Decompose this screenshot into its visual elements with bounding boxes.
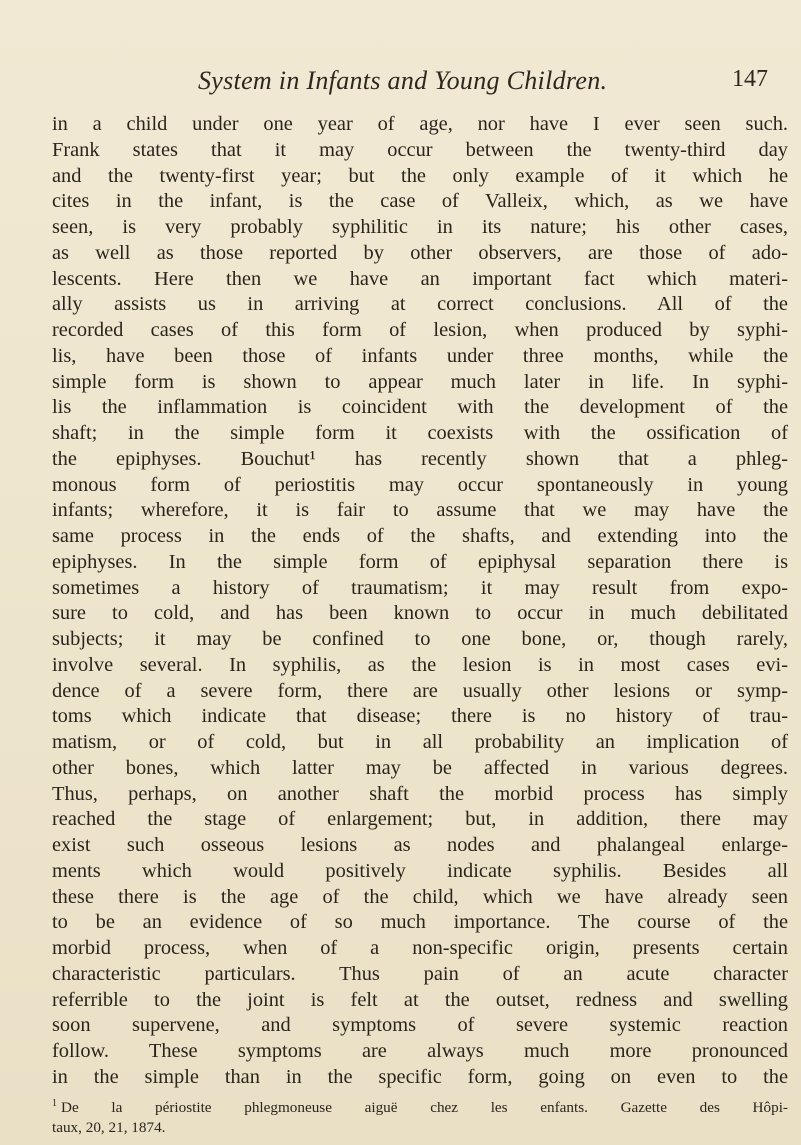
- text-line: [52, 292, 788, 318]
- text-line-content: in the simple than in the specific form, going on even to the: [52, 1065, 788, 1088]
- text-line: [52, 550, 788, 576]
- text-line: [52, 859, 788, 885]
- footnotes: [52, 1098, 788, 1138]
- text-line: [52, 601, 788, 627]
- text-line: [52, 730, 788, 756]
- footnote-marker: 1: [52, 1098, 57, 1109]
- text-line: [52, 189, 788, 215]
- text-line: [52, 498, 788, 524]
- text-line-content: ally assists us in arriving at correct conclusions. All of the: [52, 293, 788, 316]
- text-line: [52, 473, 788, 499]
- text-line: [52, 782, 788, 808]
- text-line: [52, 833, 788, 859]
- text-line: [52, 318, 788, 344]
- text-line-content: cites in the infant, is the case of Valleix, which, as we have: [52, 190, 788, 213]
- text-line-content: subjects; it may be confined to one bone, or, though rarely,: [52, 628, 788, 650]
- text-line: [52, 885, 788, 911]
- text-line-content: lis the inflammation is coincident with the development of the: [52, 396, 788, 419]
- text-line-content: in a child under one year of age, nor have I ever seen such.: [52, 113, 788, 135]
- text-line: [52, 447, 788, 473]
- text-line: [52, 395, 788, 421]
- text-line: [52, 576, 788, 602]
- text-line: [52, 138, 788, 164]
- text-line: [52, 112, 788, 138]
- text-line-content: these there is the age of the child, which we have already seen: [52, 885, 788, 908]
- text-line-content: infants; wherefore, it is fair to assume that we may have the: [52, 499, 788, 522]
- text-line-content: characteristic particulars. Thus pain of an acute character: [52, 962, 788, 985]
- text-line-content: as well as those reported by other observers, are those of ado-: [52, 241, 788, 264]
- text-line-content: ments which would positively indicate syphilis. Besides all: [52, 859, 788, 882]
- text-line-content: simple form is shown to appear much later in life. In syphi-: [52, 370, 788, 393]
- text-line: [52, 1039, 788, 1065]
- text-line: [52, 627, 788, 653]
- text-line-content: dence of a severe form, there are usually other lesions or symp-: [52, 679, 788, 702]
- text-line-content: involve several. In syphilis, as the lesion is in most cases evi-: [52, 653, 788, 676]
- footnote-line-content: [52, 1098, 788, 1118]
- text-line-content: Thus, perhaps, on another shaft the morbid process has simply: [52, 782, 788, 805]
- text-line: [52, 421, 788, 447]
- text-line: [52, 756, 788, 782]
- text-line: [52, 267, 788, 293]
- text-line: [52, 910, 788, 936]
- text-line: [52, 524, 788, 550]
- text-line-content: reached the stage of enlargement; but, in addition, there may: [52, 808, 788, 831]
- text-line-content: soon supervene, and symptoms of severe systemic reaction: [52, 1014, 788, 1037]
- text-line: [52, 1013, 788, 1039]
- footnote-text: taux, 20, 21, 1874.: [52, 1119, 166, 1136]
- text-line: [52, 988, 788, 1014]
- text-line: [52, 370, 788, 396]
- text-line-content: follow. These symptoms are always much more pronounced: [52, 1040, 788, 1062]
- text-line-content: seen, is very probably syphilitic in its nature; his other cases,: [52, 216, 788, 238]
- text-line: [52, 679, 788, 705]
- text-line: [52, 1065, 788, 1091]
- text-line: [52, 164, 788, 190]
- text-line: [52, 807, 788, 833]
- text-line-content: recorded cases of this form of lesion, when produced by syphi-: [52, 319, 788, 341]
- text-line: [52, 653, 788, 679]
- text-line: [52, 344, 788, 370]
- running-head: [198, 66, 768, 100]
- footnote-text: De la périostite phlegmoneuse aiguë chez les enfants. Gazette des Hôpi-: [61, 1099, 788, 1116]
- text-line: [52, 215, 788, 241]
- text-line: [52, 962, 788, 988]
- text-line-content: Frank states that it may occur between the twenty-third day: [52, 138, 788, 161]
- text-line-content: and the twenty-first year; but the only example of it which he: [52, 164, 788, 187]
- text-line: [52, 704, 788, 730]
- text-line-content: toms which indicate that disease; there is no history of trau-: [52, 705, 788, 728]
- text-line-content: other bones, which latter may be affected in various degrees.: [52, 756, 788, 779]
- text-line-content: to be an evidence of so much importance. The course of the: [52, 911, 788, 934]
- text-line-content: the epiphyses. Bouchut¹ has recently shown that a phleg-: [52, 447, 788, 470]
- text-line-content: sometimes a history of traumatism; it may result from expo-: [52, 576, 788, 599]
- text-line-content: referrible to the joint is felt at the outset, redness and swelling: [52, 988, 788, 1011]
- text-line-content: shaft; in the simple form it coexists with the ossification of: [52, 422, 788, 444]
- footnote-line: [52, 1098, 788, 1118]
- text-line-content: monous form of periostitis may occur spontaneously in young: [52, 473, 788, 496]
- text-line-content: sure to cold, and has been known to occur in much debilitated: [52, 602, 788, 625]
- text-line: [52, 936, 788, 962]
- text-line: [52, 241, 788, 267]
- text-line-content: same process in the ends of the shafts, and extending into the: [52, 525, 788, 547]
- text-line-content: epiphyses. In the simple form of epiphysal separation there is: [52, 550, 788, 573]
- text-line-content: morbid process, when of a non-specific origin, presents certain: [52, 937, 788, 959]
- text-line-content: lescents. Here then we have an important fact which materi-: [52, 267, 788, 290]
- body-text: [52, 112, 788, 1091]
- page-number: 147: [732, 66, 768, 92]
- text-line-content: lis, have been those of infants under three months, while the: [52, 344, 788, 367]
- text-line-content: matism, or of cold, but in all probability an implication of: [52, 731, 788, 753]
- running-title: System in Infants and Young Children.: [198, 66, 608, 95]
- footnote-line: [52, 1118, 788, 1138]
- text-line-content: exist such osseous lesions as nodes and phalangeal enlarge-: [52, 834, 788, 856]
